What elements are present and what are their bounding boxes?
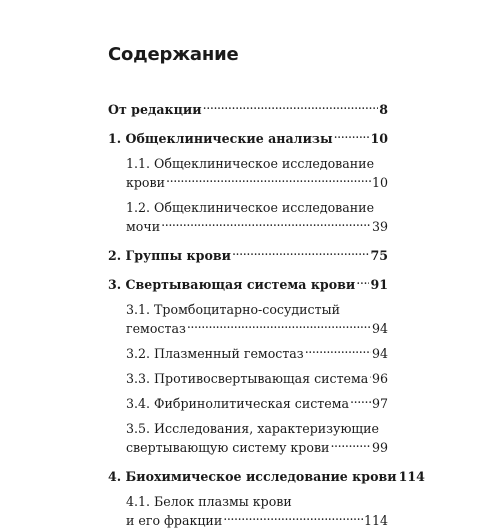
toc-entry-label: От редакции (108, 102, 202, 117)
toc-entry-label-cont: гемостаз (126, 321, 186, 336)
dot-leader (356, 277, 369, 289)
dot-leader (203, 102, 379, 114)
toc-page-number: 96 (371, 371, 388, 386)
toc-entry-label: 1.1. Общеклиническое исследование (126, 156, 375, 171)
toc-entry-chapter-3[interactable] (108, 275, 388, 294)
toc-entry-editorial[interactable] (108, 100, 388, 119)
toc-entry-section-4-1[interactable] (108, 492, 388, 530)
dot-leader (232, 248, 370, 260)
dot-leader (330, 440, 371, 452)
toc-entry-label-cont: мочи (126, 219, 161, 234)
toc-page-number: 94 (371, 346, 388, 361)
toc-page-number: 91 (370, 277, 388, 292)
toc-page-number: 99 (371, 440, 388, 455)
table-of-contents (108, 100, 425, 530)
dot-leader (334, 131, 370, 143)
toc-entry-section-3-2[interactable] (108, 344, 388, 363)
toc-entry-section-3-4[interactable] (108, 394, 388, 413)
toc-entry-chapter-2[interactable] (108, 246, 388, 265)
toc-entry-section-3-5[interactable] (108, 419, 388, 457)
toc-entry-label-cont: крови (126, 175, 165, 190)
toc-entry-label: 3.5. Исследования, характеризующие (126, 421, 379, 436)
toc-page-number: 39 (371, 219, 388, 234)
toc-page-number: 114 (363, 513, 388, 528)
dot-leader (305, 346, 371, 358)
toc-entry-label: 3. Свертывающая система крови (108, 277, 356, 292)
dot-leader (350, 396, 371, 408)
toc-entry-chapter-1[interactable] (108, 129, 388, 148)
toc-page-number: 114 (398, 469, 425, 484)
toc-entry-section-3-3[interactable] (108, 369, 388, 388)
toc-page-number: 97 (371, 396, 388, 411)
toc-entry-label: 3.3. Противосвертывающая система (126, 371, 369, 386)
toc-page-number: 8 (379, 102, 388, 117)
toc-entry-label-cont: свертывающую систему крови (126, 440, 330, 455)
dot-leader (187, 321, 371, 333)
toc-page-number: 75 (370, 248, 388, 263)
toc-entry-label-cont: и его фракции (126, 513, 223, 528)
toc-page-number: 94 (371, 321, 388, 336)
toc-entry-chapter-4[interactable] (108, 467, 425, 486)
toc-entry-section-1-2[interactable] (108, 198, 388, 236)
toc-entry-label: 2. Группы крови (108, 248, 231, 263)
toc-entry-label: 4. Биохимическое исследование крови (108, 469, 397, 484)
page-title: Содержание (108, 44, 239, 65)
dot-leader (369, 371, 371, 383)
toc-entry-section-1-1[interactable] (108, 154, 388, 192)
toc-entry-label: 4.1. Белок плазмы крови (126, 494, 292, 509)
toc-page-number: 10 (371, 175, 388, 190)
toc-entry-label: 3.1. Тромбоцитарно-сосудистый (126, 302, 340, 317)
toc-entry-label: 3.2. Плазменный гемостаз (126, 346, 304, 361)
toc-entry-label: 1.2. Общеклиническое исследование (126, 200, 375, 215)
toc-entry-section-3-1[interactable] (108, 300, 388, 338)
toc-entry-label: 1. Общеклинические анализы (108, 131, 333, 146)
toc-entry-label: 3.4. Фибринолитическая система (126, 396, 350, 411)
dot-leader (223, 513, 363, 525)
dot-leader (166, 175, 371, 187)
dot-leader (161, 219, 371, 231)
toc-page-number: 10 (370, 131, 388, 146)
